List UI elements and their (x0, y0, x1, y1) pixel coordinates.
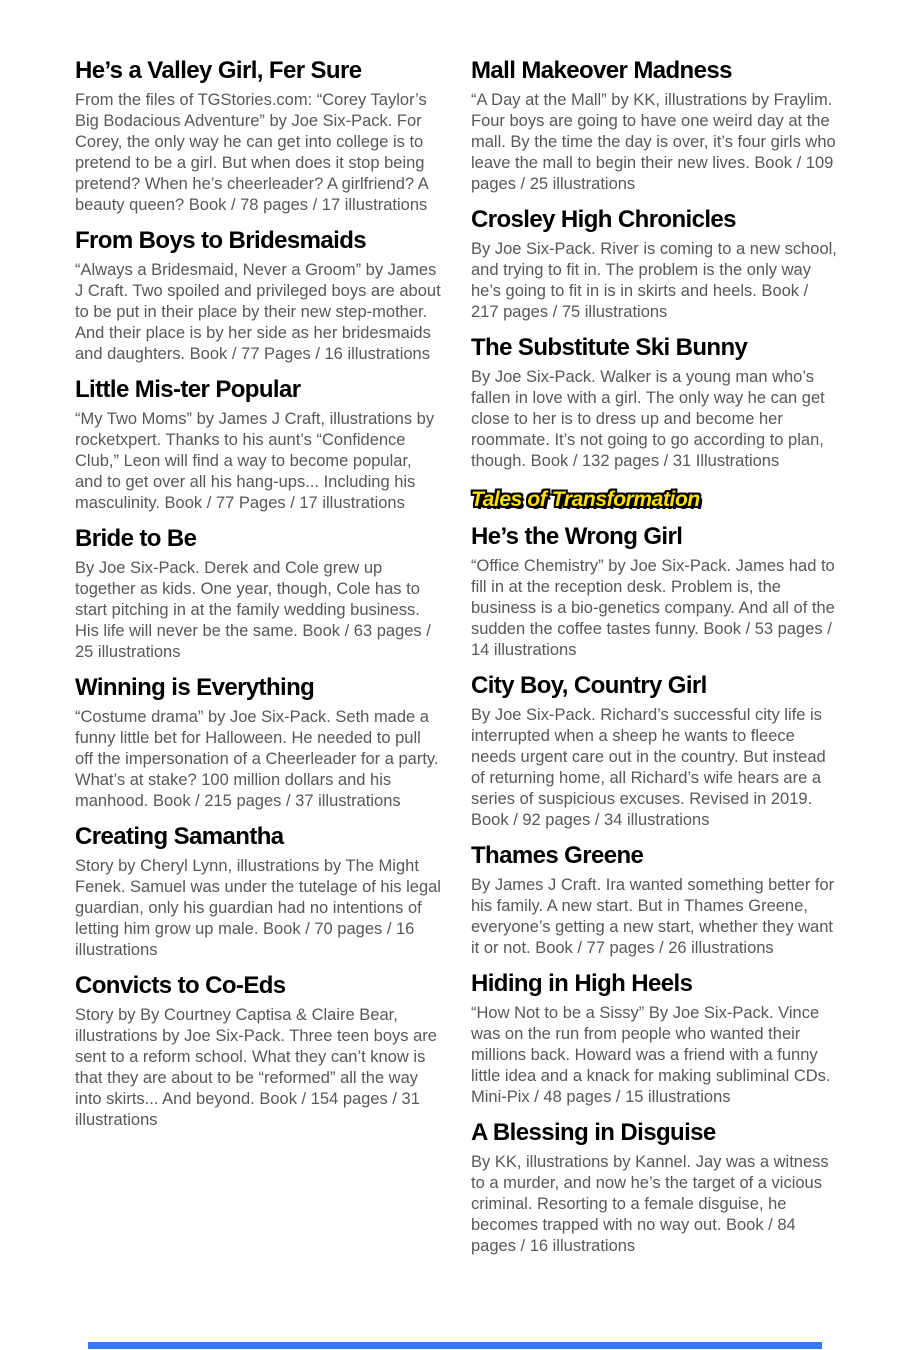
book-title: Creating Samantha (75, 822, 284, 850)
book-description: Story by By Courtney Captisa & Claire Bear, illustrations by Joe Six-Pack. Three teen boys are sent to a reform school. What they can’t know is that they are about to be “reformed” all the way into skirts... And beyond. Book / 154 pages / 31 illustrations (75, 1005, 437, 1129)
book-description: Story by Cheryl Lynn, illustrations by The Might Fenek. Samuel was under the tutelage of his legal guardian, only his guardian had no intentions of letting him grow up male. Book / 70 pages / 16 illustrations (75, 856, 441, 959)
book-title: He’s the Wrong Girl (471, 522, 683, 550)
right-column (471, 58, 837, 1267)
book-entry (75, 824, 441, 961)
book-title: Convicts to Co-Eds (75, 971, 286, 999)
book-entry (471, 58, 837, 195)
book-description: By James J Craft. Ira wanted something better for his family. A new start. But in Thames Greene, everyone’s getting a new start, whether they want it or not. Book / 77 pages / 26 illustrations (471, 875, 835, 957)
book-description: By Joe Six-Pack. Richard’s successful city life is interrupted when a sheep he wants to fleece needs urgent care out in the country. But instead of returning home, all Richard’s wife hears are a series of suspicious excuses. Revised in 2019. Book / 92 pages / 34 illustrations (471, 706, 826, 829)
book-title: He’s a Valley Girl, Fer Sure (75, 57, 362, 84)
book-title: Thames Greene (471, 841, 644, 869)
book-entry (471, 207, 837, 323)
book-description: By Joe Six-Pack. Derek and Cole grew up together as kids. One year, though, Cole has to start pitching in at the family wedding business. His life will never be the same. Book / 63 pages / 25 illustrations (75, 559, 431, 661)
book-title: Bride to Be (75, 524, 197, 552)
book-title: City Boy, Country Girl (471, 671, 707, 699)
book-entry (75, 58, 441, 216)
book-entry (471, 335, 837, 472)
left-column (75, 58, 441, 1267)
book-entry (75, 675, 441, 812)
book-title: Crosley High Chronicles (471, 205, 736, 233)
catalog-columns (75, 58, 837, 1267)
book-title: A Blessing in Disguise (471, 1118, 716, 1146)
book-description: “My Two Moms” by James J Craft, illustrations by rocketxpert. Thanks to his aunt’s “Confidence Club,” Leon will find a way to become popular, and to get over all his hang-ups... Including his masculinity. Book / 77 Pages / 17 illustrations (75, 410, 435, 512)
book-description: From the files of TGStories.com: “Corey Taylor’s Big Bodacious Adventure” by Joe Six-Pack. For Corey, the only way he can get into college is to pretend to be a girl. But when does it stop being pretend? When he’s cheerleader? A girlfriend? A beauty queen? Book / 78 pages / 17 illustrations (75, 91, 428, 214)
book-entry (75, 973, 441, 1131)
book-entry (75, 377, 441, 514)
book-entry (471, 843, 837, 959)
book-entry (75, 228, 441, 365)
book-title: Little Mis-ter Popular (75, 375, 301, 403)
book-entry (75, 526, 441, 663)
book-description: “Always a Bridesmaid, Never a Groom” by James J Craft. Two spoiled and privileged boys are about to be put in their place by their new step-mother. And their place is by her side as her bridesmaids and daughters. Book / 77 Pages / 16 illustrations (75, 261, 441, 363)
book-entry (471, 524, 837, 661)
book-description: By KK, illustrations by Kannel. Jay was a witness to a murder, and now he’s the target of a vicious criminal. Resorting to a female disguise, he becomes trapped with no way out. Book / 84 pages / 16 illustrations (471, 1152, 829, 1255)
book-description: “A Day at the Mall” by KK, illustrations by Fraylim. Four boys are going to have one weird day at the mall. By the time the day is over, it’s four girls who leave the mall to begin their new lives. Book / 109 pages / 25 illustrations (471, 91, 836, 193)
book-description: “Office Chemistry” by Joe Six-Pack. James had to fill in at the reception desk. Problem is, the business is a bio-genetics company. And all of the sudden the coffee tastes funny. Book / 53 pages / 14 illustrations (471, 557, 835, 659)
book-entry (471, 971, 837, 1108)
book-description: “Costume drama” by Joe Six-Pack. Seth made a funny little bet for Halloween. He needed to pull off the impersonation of a Cheerleader for a party. What’s at stake? 100 million dollars and his manhood. Book / 215 pages / 37 illustrations (75, 707, 439, 810)
book-title: The Substitute Ski Bunny (471, 333, 748, 361)
book-description: “How Not to be a Sissy” By Joe Six-Pack. Vince was on the run from people who wanted their millions back. Howard was a friend with a funny little idea and a knack for making subliminal CDs. Mini-Pix / 48 pages / 15 illustrations (471, 1003, 831, 1106)
book-title: Mall Makeover Madness (471, 57, 732, 84)
book-description: By Joe Six-Pack. River is coming to a new school, and trying to fit in. The problem is the only way he’s going to fit in is in skirts and heels. Book / 217 pages / 75 illustrations (471, 240, 837, 321)
book-title: Winning is Everything (75, 673, 315, 701)
book-entry (471, 1120, 837, 1257)
series-label: Tales of Transformation (471, 487, 700, 511)
book-description: By Joe Six-Pack. Walker is a young man who’s fallen in love with a girl. The only way he can get close to her is to dress up and become her roommate. It’s not going to go according to plan, though. Book / 132 pages / 31 Illustrations (471, 368, 825, 470)
footer-divider-bar (88, 1342, 822, 1349)
book-title: From Boys to Bridesmaids (75, 226, 367, 254)
book-entry (471, 673, 837, 831)
book-title: Hiding in High Heels (471, 969, 693, 997)
